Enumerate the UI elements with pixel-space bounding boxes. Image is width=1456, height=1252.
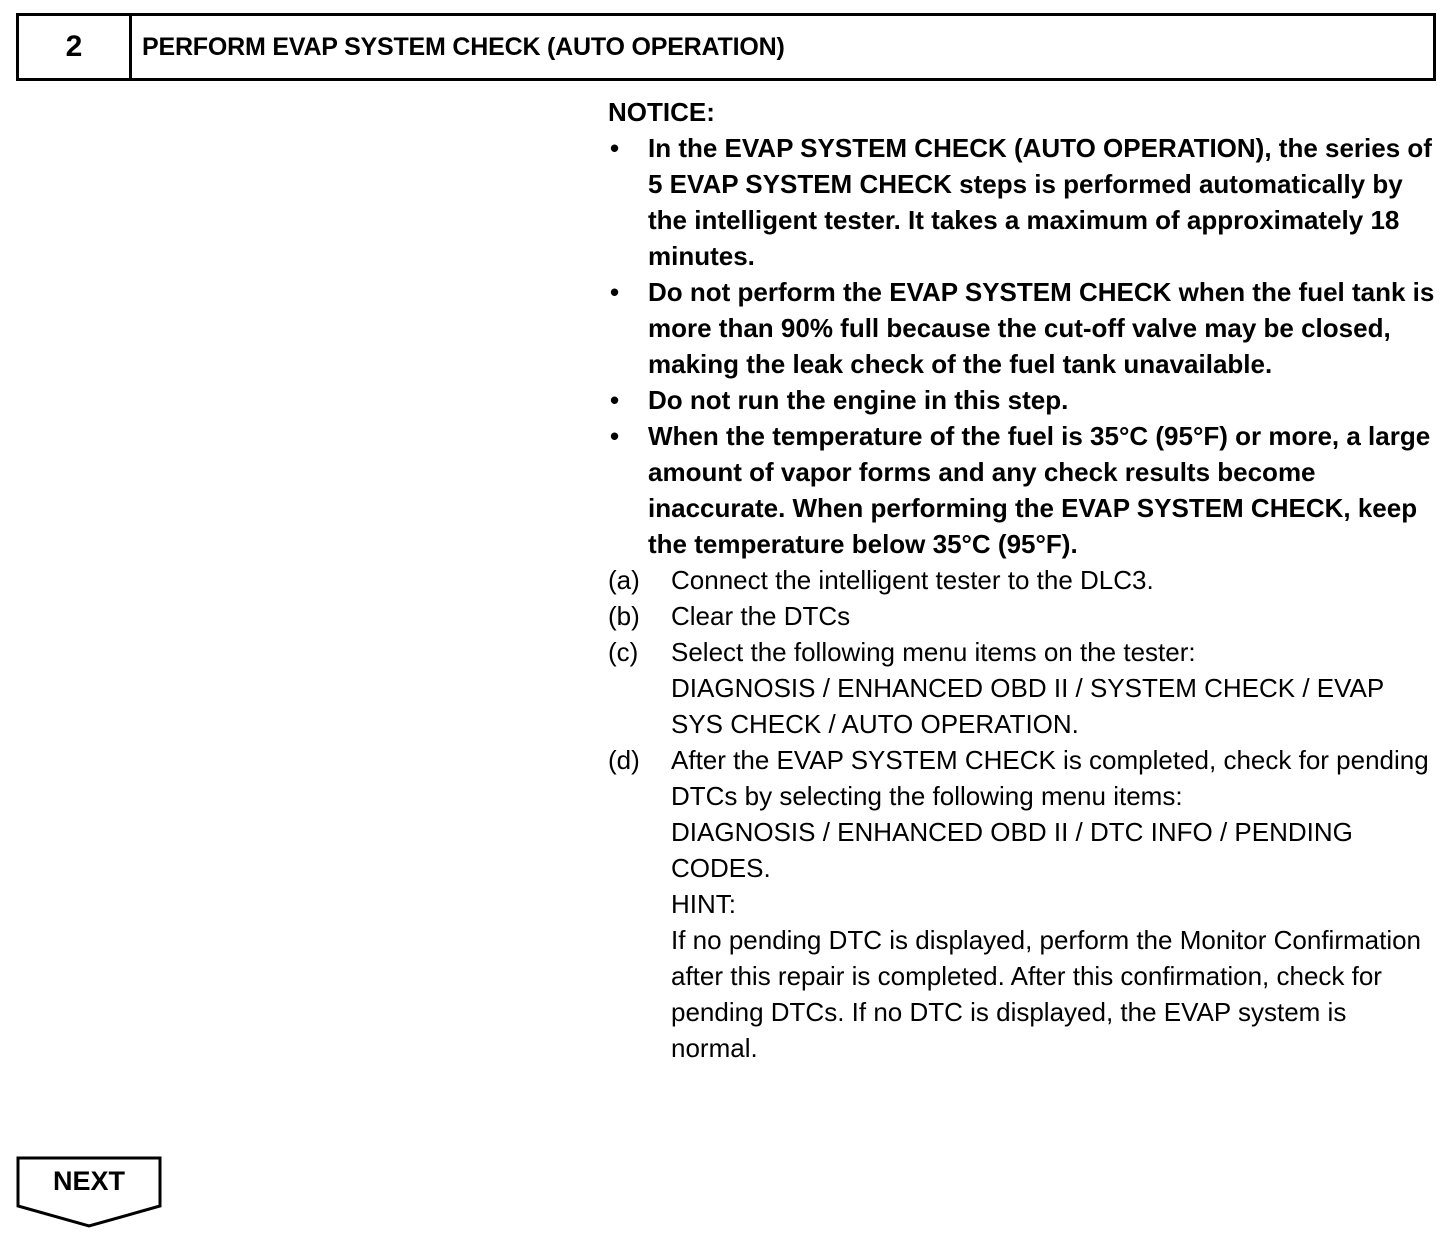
step-letter: (b)	[608, 601, 640, 631]
step-text: Clear the DTCs	[671, 601, 851, 631]
step-text: Connect the intelligent tester to the DLC3.	[671, 565, 1154, 595]
bullet-icon: •	[610, 277, 620, 307]
step-letter: (a)	[608, 565, 640, 595]
next-button-label: NEXT	[52, 1166, 125, 1196]
notice-item	[608, 274, 1438, 382]
procedure-step-d	[608, 742, 1438, 1066]
step-title: PERFORM EVAP SYSTEM CHECK (AUTO OPERATION)	[142, 32, 785, 61]
step-text: After the EVAP SYSTEM CHECK is completed, check for pending DTCs by selecting the following menu items:	[671, 745, 1429, 811]
procedure-step-a	[608, 562, 1438, 598]
next-button[interactable]	[16, 1156, 162, 1228]
bullet-icon: •	[610, 385, 620, 415]
notice-item	[608, 130, 1438, 274]
step-letter: (c)	[608, 637, 639, 667]
procedure-step-b	[608, 598, 1438, 634]
notice-list	[608, 130, 1438, 562]
notice-item-text: In the EVAP SYSTEM CHECK (AUTO OPERATION), the series of 5 EVAP SYSTEM CHECK steps is performed automatically by the intelligent tester. It takes a maximum of approximately 18 minutes.	[648, 133, 1432, 271]
notice-item-text: Do not perform the EVAP SYSTEM CHECK when the fuel tank is more than 90% full because the cut-off valve may be closed, making the leak check of the fuel tank unavailable.	[648, 277, 1435, 379]
step-number: 2	[19, 16, 132, 78]
notice-item	[608, 418, 1438, 562]
step-header	[16, 13, 1436, 81]
hint-text: If no pending DTC is displayed, perform the Monitor Confirmation after this repair is completed. After this confirmation, check for pending DTCs. If no DTC is displayed, the EVAP system is normal.	[671, 925, 1422, 1063]
step-text: Select the following menu items on the tester:	[671, 637, 1196, 667]
bullet-icon: •	[610, 133, 620, 163]
hint-label: HINT:	[671, 889, 736, 919]
menu-path: DIAGNOSIS / ENHANCED OBD II / DTC INFO / PENDING CODES.	[671, 817, 1353, 883]
notice-label: NOTICE:	[608, 97, 715, 127]
step-letter: (d)	[608, 745, 640, 775]
menu-path: DIAGNOSIS / ENHANCED OBD II / SYSTEM CHECK / EVAP SYS CHECK / AUTO OPERATION.	[671, 673, 1384, 739]
procedure-content	[608, 94, 1438, 1066]
notice-item-text: When the temperature of the fuel is 35°C (95°F) or more, a large amount of vapor forms and any check results become inaccurate. When performing the EVAP SYSTEM CHECK, keep the temperature below 35°C (95°F).	[648, 421, 1431, 559]
notice-item-text: Do not run the engine in this step.	[648, 385, 1069, 415]
notice-item	[608, 382, 1438, 418]
procedure-step-c	[608, 634, 1438, 742]
bullet-icon: •	[610, 421, 620, 451]
